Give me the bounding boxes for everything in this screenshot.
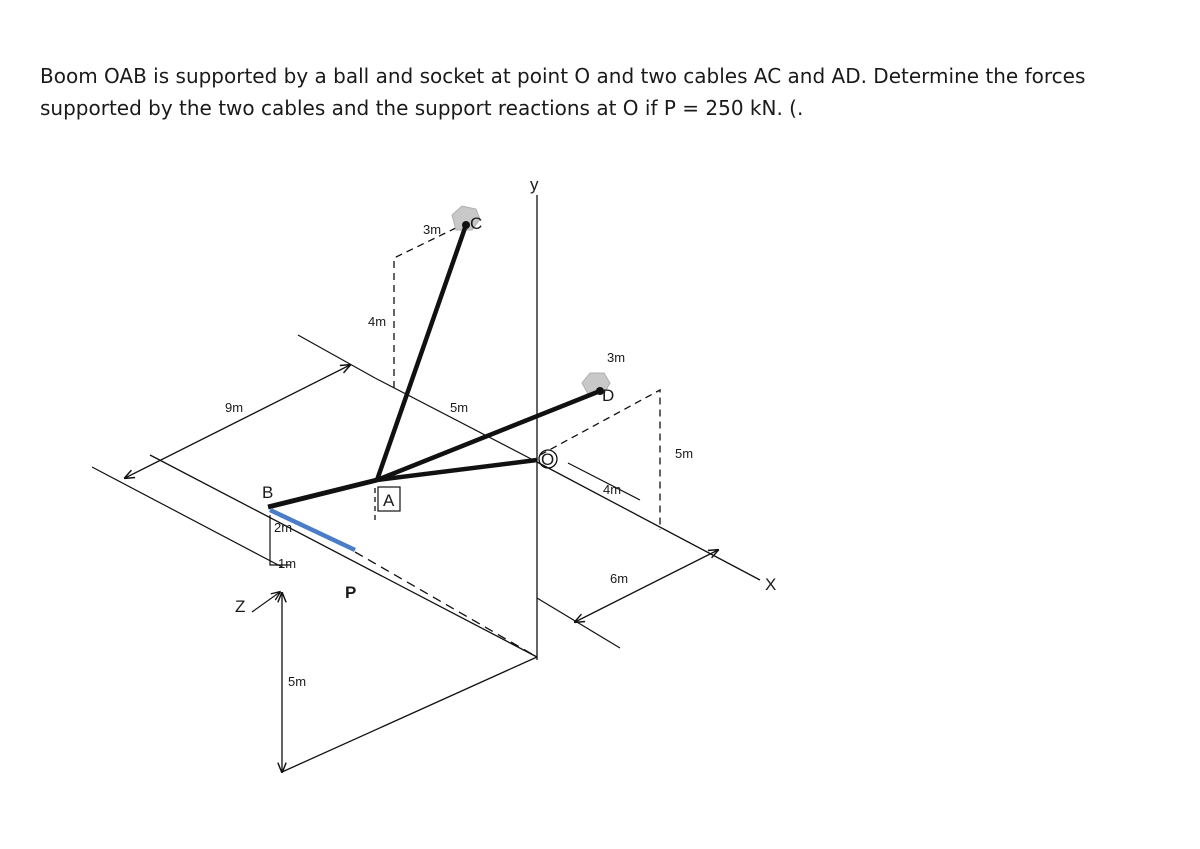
dim-label-1m: 1m xyxy=(278,556,297,571)
z-axis-line xyxy=(252,592,280,612)
base-line xyxy=(282,657,537,772)
ground-line-left xyxy=(92,467,282,567)
cable-ac xyxy=(377,225,469,480)
dim-label-5m-ac: 5m xyxy=(450,400,469,415)
label-o: O xyxy=(541,450,555,469)
label-d: D xyxy=(602,386,615,405)
axis-y-label: y xyxy=(530,175,539,194)
dim-label-6m: 6m xyxy=(610,571,629,586)
guide-c-dashed xyxy=(394,225,462,388)
dim-label-5m-d: 5m xyxy=(675,446,694,461)
ground-line-b xyxy=(150,455,537,657)
problem-line-2: supported by the two cables and the support reactions at O if P = 250 kN. (. xyxy=(40,96,804,120)
point-c-dot xyxy=(462,221,470,229)
axis-z-label: Z xyxy=(235,597,246,616)
label-p: P xyxy=(345,583,357,602)
dim-label-4m-d: 4m xyxy=(603,482,622,497)
guide-d-dashed xyxy=(540,390,660,530)
dim-label-5m-p: 5m xyxy=(288,674,307,689)
dim-label-3m-c: 3m xyxy=(423,222,442,237)
dim-label-2m: 2m xyxy=(274,520,293,535)
dim-label-3m-d: 3m xyxy=(607,350,626,365)
ground-line-x xyxy=(537,462,760,580)
guide-p-dashed xyxy=(355,552,537,657)
label-a: A xyxy=(383,491,395,510)
boom-ab xyxy=(268,480,377,507)
dim-arrow-6m xyxy=(575,550,718,622)
label-b: B xyxy=(262,483,274,502)
label-c: C xyxy=(470,214,483,233)
axis-x-label: X xyxy=(765,575,777,594)
dim-label-9m: 9m xyxy=(225,400,244,415)
dim-label-4m-c: 4m xyxy=(368,314,387,329)
dim-arrow-9m xyxy=(125,365,350,478)
problem-line-1: Boom OAB is supported by a ball and socket at point O and two cables AC and AD. Determine the forces xyxy=(40,64,1086,88)
